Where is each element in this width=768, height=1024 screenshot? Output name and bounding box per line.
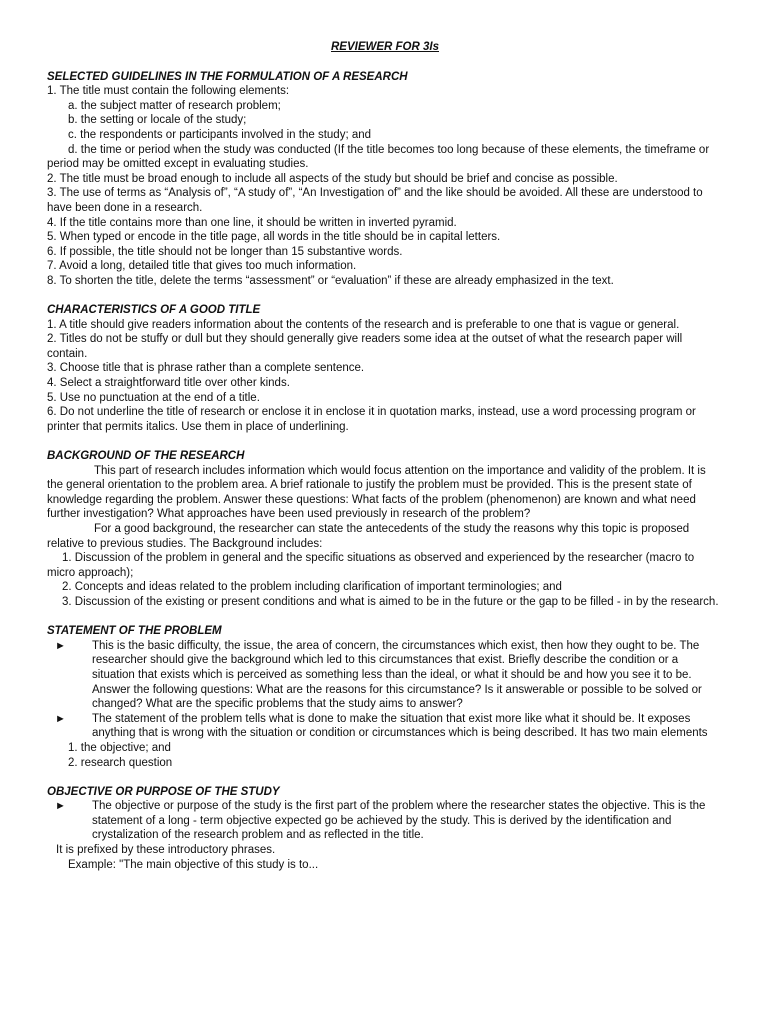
statement-bullet-text: The statement of the problem tells what is done to make the situation that exist more like what it should be. It exposes anything that is wrong with the situation or condition or circumstances which is being described. It has two main elements <box>92 712 708 740</box>
characteristic-item-3: 3. Choose title that is phrase rather than a complete sentence. <box>47 362 365 375</box>
background-item-2: 2. Concepts and ideas related to the problem including clarification of important terminologies; and <box>62 581 562 594</box>
statement-bullet-2 <box>47 712 723 741</box>
spacer <box>47 770 723 785</box>
background-paragraph-2: For a good background, the researcher can state the antecedents of the study the reasons why this topic is proposed relative to previous studies. The Background includes: <box>47 523 690 550</box>
background-paragraph-1: This part of research includes information which would focus attention on the importance and validity of the problem. It is the general orientation to the problem area. A brief rationale to justify the problem must be provided. This is the present state of knowledge regarding the problem. Answer these questions: What facts of the problem (phenomenon) are known and what need further investigation? What approaches have been used previously in research of the problem? <box>47 464 706 521</box>
guideline-item-1: 1. The title must contain the following elements: <box>47 85 290 98</box>
background-item-3: 3. Discussion of the existing or present conditions and what is aimed to be in the future or the gap to be filled - in by the research. <box>62 595 719 608</box>
bullet-arrow-icon: ► <box>55 712 66 725</box>
guideline-element-c: c. the respondents or participants involved in the study; and <box>68 128 372 141</box>
statement-element-2: 2. research question <box>68 756 173 769</box>
section-heading-guidelines: SELECTED GUIDELINES IN THE FORMULATION OF A RESEARCH <box>47 70 408 83</box>
guideline-item-7: 7. Avoid a long, detailed title that gives too much information. <box>47 260 357 273</box>
characteristic-item-1: 1. A title should give readers information about the contents of the research and is preferable to one that is vague or general. <box>47 318 680 331</box>
characteristic-item-4: 4. Select a straightforward title over other kinds. <box>47 377 290 390</box>
section-heading-statement: STATEMENT OF THE PROBLEM <box>47 625 222 638</box>
guideline-item-4: 4. If the title contains more than one line, it should be written in inverted pyramid. <box>47 216 457 229</box>
guideline-item-2: 2. The title must be broad enough to include all aspects of the study but should be brief and concise as possible. <box>47 172 618 185</box>
characteristic-item-6: 6. Do not underline the title of research or enclose it in enclose it in quotation marks, instead, use a word processing program or printer that permits italics. Use them in place of underlining. <box>47 406 696 433</box>
spacer <box>47 434 723 449</box>
guideline-element-d: d. the time or period when the study was conducted (If the title becomes too long because of these elements, the timeframe or period may be omitted except in evaluating studies. <box>47 143 710 171</box>
spacer <box>47 289 723 304</box>
objective-prefix-note: It is prefixed by these introductory phrases. <box>56 844 276 857</box>
statement-bullet-1 <box>47 639 723 712</box>
bullet-arrow-icon: ► <box>55 800 66 813</box>
guideline-item-5: 5. When typed or encode in the title page, all words in the title should be in capital letters. <box>47 231 501 244</box>
guideline-element-a: a. the subject matter of research problem; <box>68 99 281 112</box>
document-title: REVIEWER FOR 3Is <box>331 41 439 53</box>
objective-bullet-1 <box>47 799 723 843</box>
objective-bullet-text: The objective or purpose of the study is the first part of the problem where the researcher states the objective. This is the statement of a long - term objective expected go be achieved by the study. This is derived by the identification and crystalization of the research problem and as reflected in the title. <box>92 800 706 842</box>
guideline-item-3: 3. The use of terms as “Analysis of”, “A study of”, “An Investigation of” and the like should be avoided. All these are understood to have been done in a research. <box>47 187 703 214</box>
characteristic-item-2: 2. Titles do not be stuffy or dull but they should generally give readers some idea at the outset of what the research paper will contain. <box>47 333 683 360</box>
objective-example: Example: "The main objective of this study is to... <box>68 858 319 871</box>
background-item-1: 1. Discussion of the problem in general and the specific situations as observed and experienced by the researcher (macro to micro approach); <box>47 552 695 579</box>
section-heading-objective: OBJECTIVE OR PURPOSE OF THE STUDY <box>47 785 280 798</box>
bullet-arrow-icon: ► <box>55 639 66 652</box>
guideline-item-8: 8. To shorten the title, delete the terms “assessment” or “evaluation” if these are already emphasized in the text. <box>47 274 614 287</box>
statement-element-1: 1. the objective; and <box>68 741 171 754</box>
guideline-element-b: b. the setting or locale of the study; <box>68 114 247 127</box>
section-heading-background: BACKGROUND OF THE RESEARCH <box>47 450 245 463</box>
section-heading-characteristics: CHARACTERISTICS OF A GOOD TITLE <box>47 304 261 317</box>
guideline-item-6: 6. If possible, the title should not be longer than 15 substantive words. <box>47 245 403 258</box>
characteristic-item-5: 5. Use no punctuation at the end of a title. <box>47 391 260 404</box>
spacer <box>47 610 723 625</box>
statement-bullet-text: This is the basic difficulty, the issue, the area of concern, the circumstances which exist, then how they ought to be. The researcher should give the background which led to this circumstances that exist. Briefly describe the condition or a situation that exists which is perceived as something less than the ideal, or what it should be and how you see it to be. Answer the following questions: What are the reasons for this circumstance? Is it answerable or possible to be solved or changed? What are the specific problems that the study aims to answer? <box>92 639 702 711</box>
document-content <box>47 40 723 872</box>
